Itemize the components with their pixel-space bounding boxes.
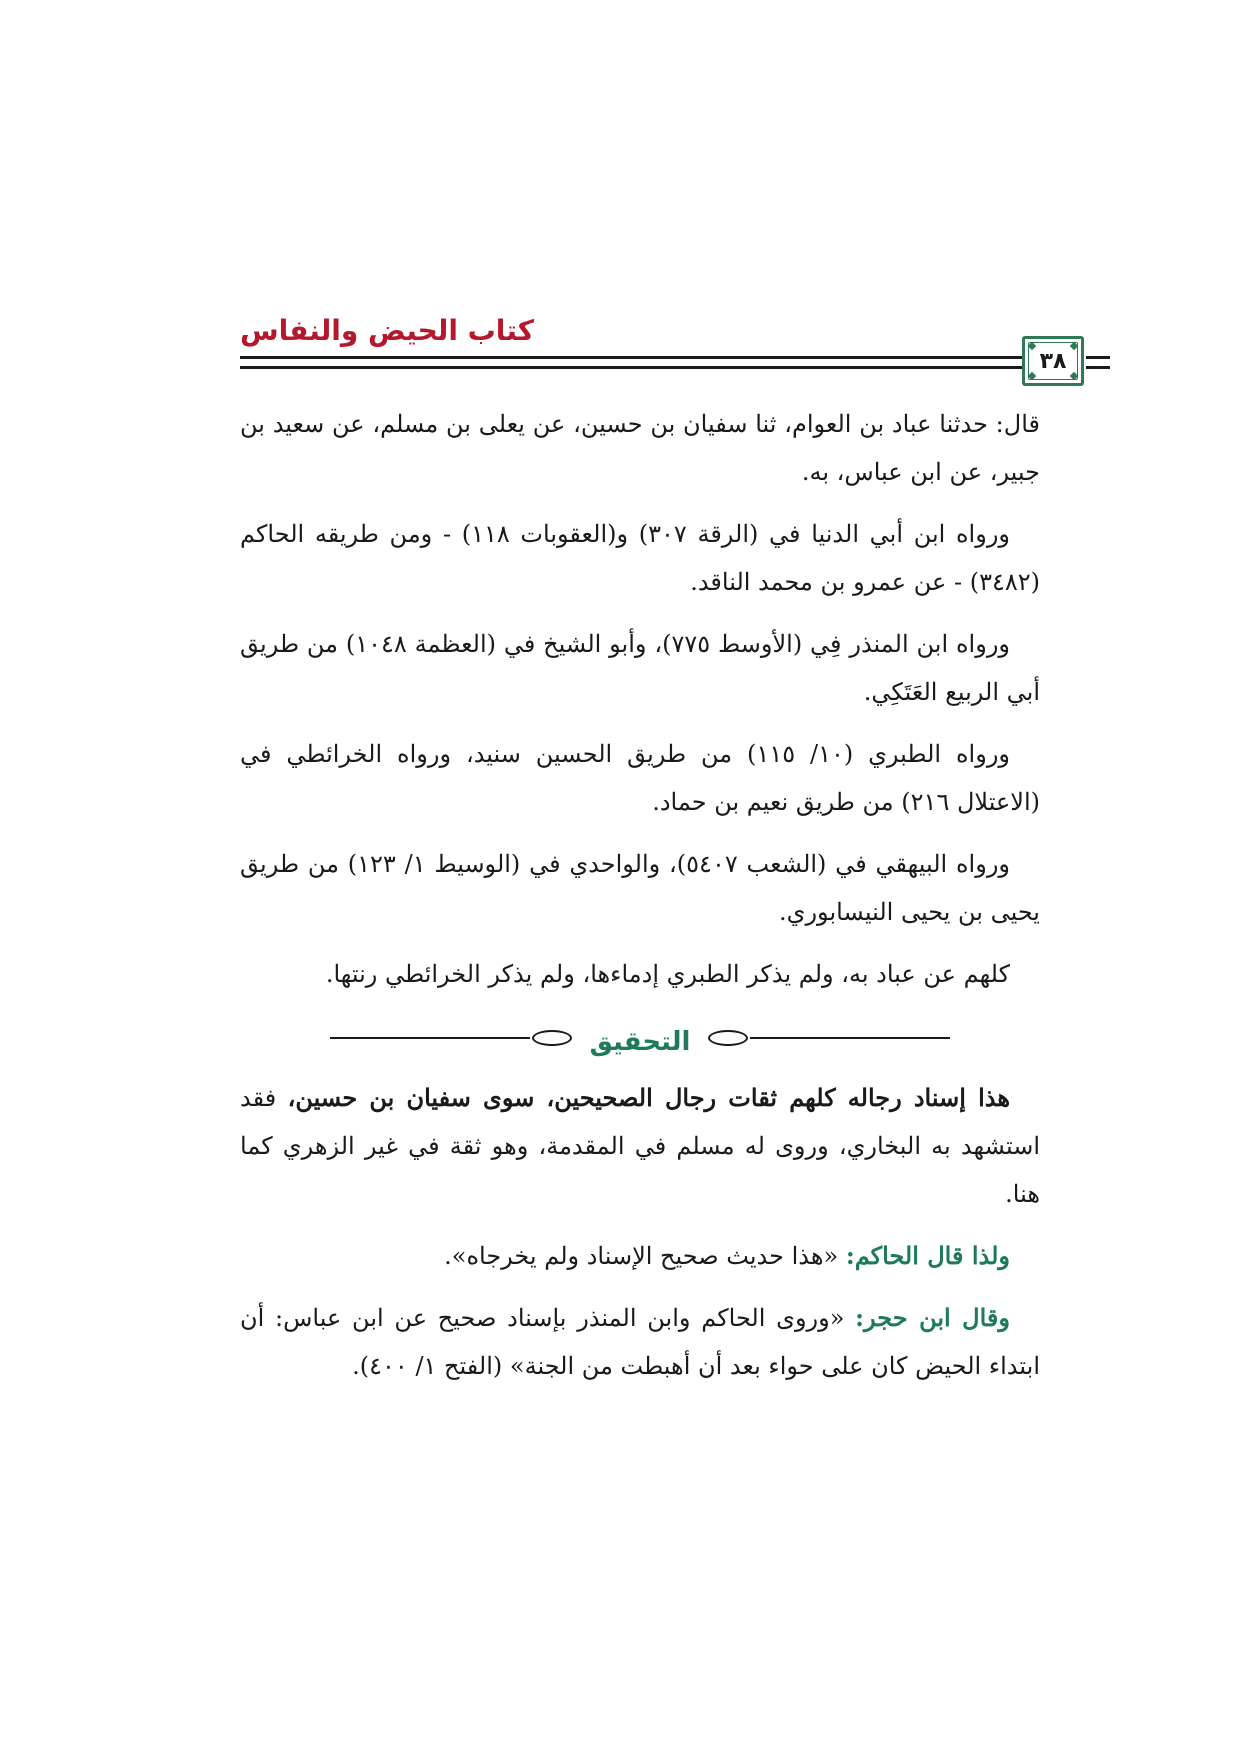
- section-title: التحقيق: [589, 1027, 691, 1057]
- tahqiq-paragraph: [240, 1294, 1040, 1390]
- paragraph: ورواه الطبري (١٠/ ١١٥) من طريق الحسين سنيد، ورواه الخرائطي في (الاعتلال ٢١٦) من طريق نعيم بن حماد.: [240, 740, 1040, 816]
- quote-label: وقال ابن حجر:: [855, 1303, 1010, 1332]
- page-number: ٣٨: [1039, 348, 1067, 374]
- ornament-icon: [532, 1030, 572, 1046]
- divider-line: [330, 1037, 530, 1039]
- page-body: [240, 400, 1040, 1404]
- quote-label: ولذا قال الحاكم:: [845, 1241, 1010, 1270]
- section-divider: [240, 1012, 1040, 1064]
- tahqiq-paragraph: [240, 1074, 1040, 1218]
- divider-line: [750, 1037, 950, 1039]
- tahqiq-paragraph: [240, 1232, 1040, 1280]
- paragraph: قال: حدثنا عباد بن العوام، ثنا سفيان بن حسين، عن يعلى بن مسلم، عن سعيد بن جبير، عن ابن عباس، به.: [240, 410, 1040, 486]
- header-rule-bottom-short: [1086, 366, 1110, 369]
- page-number-badge: [1022, 336, 1084, 386]
- ornament-icon: [708, 1030, 748, 1046]
- header-rule-top: [240, 356, 1022, 359]
- page-header: [0, 300, 1240, 390]
- header-rule-bottom: [240, 366, 1022, 369]
- paragraph: ورواه ابن أبي الدنيا في (الرقة ٣٠٧) و(العقوبات ١١٨) - ومن طريقه الحاكم (٣٤٨٢) - عن عمرو بن محمد الناقد.: [240, 520, 1040, 596]
- paragraph: ورواه ابن المنذر فِي (الأوسط ٧٧٥)، وأبو الشيخ في (العظمة ١٠٤٨) من طريق أبي الربيع العَتَكِي.: [240, 630, 1040, 706]
- header-rule-top-short: [1086, 356, 1110, 359]
- book-title: كتاب الحيض والنفاس: [240, 314, 535, 347]
- tahqiq-bold-text: هذا إسناد رجاله كلهم ثقات رجال الصحيحين، سوى سفيان بن حسين،: [287, 1083, 1010, 1112]
- paragraph: كلهم عن عباد به، ولم يذكر الطبري إدماءها، ولم يذكر الخرائطي رنتها.: [325, 960, 1010, 988]
- quote-text: «وروى الحاكم وابن المنذر بإسناد صحيح عن ابن عباس: أن ابتداء الحيض كان على حواء بعد أن أهبطت من الجنة» (الفتح ١/ ٤٠٠).: [240, 1304, 1040, 1380]
- tahqiq-text: فقد استشهد به البخاري، وروى له مسلم في المقدمة، وهو ثقة في غير الزهري كما هنا.: [240, 1084, 1041, 1208]
- quote-text: «هذا حديث صحيح الإسناد ولم يخرجاه».: [444, 1242, 846, 1270]
- paragraph: ورواه البيهقي في (الشعب ٥٤٠٧)، والواحدي في (الوسيط ١/ ١٢٣) من طريق يحيى بن يحيى النيسابوري.: [240, 850, 1040, 926]
